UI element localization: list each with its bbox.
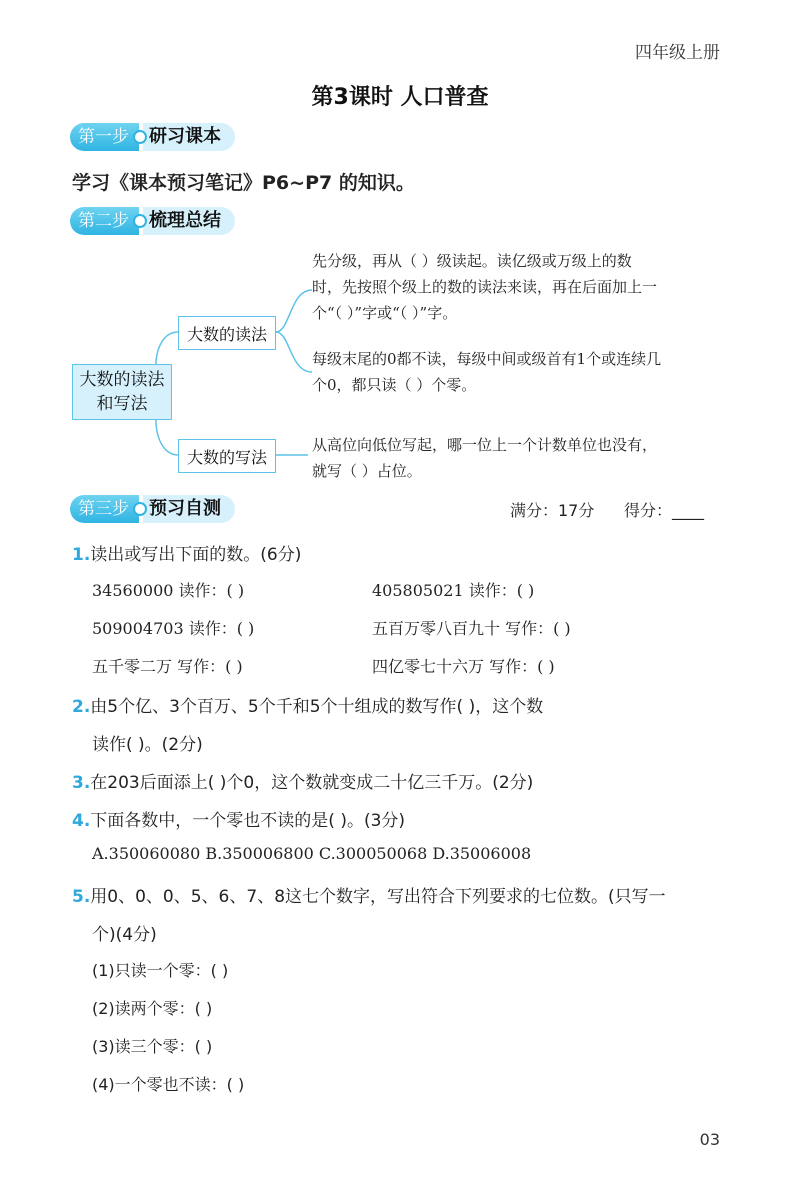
q4-text: 下面各数中，一个零也不读的是( )。(3分) (90, 811, 406, 831)
q1-title (72, 540, 301, 565)
step2-label: 第二步 (70, 207, 139, 235)
q5-number: 5. (72, 887, 91, 907)
step1-dot-icon (133, 130, 147, 144)
branch-write-node: 大数的写法 (178, 439, 276, 473)
connector-read-note1 (276, 290, 312, 332)
q5-sub4: (4)一个零也不读：( ) (92, 1075, 245, 1094)
read-note1-line1: 先分级，再从（ ）级读起。读亿级或万级上的数 (312, 252, 632, 270)
q1-item-c: 509004703 读作：( ) (92, 619, 255, 638)
step3-label: 第三步 (70, 495, 139, 523)
q5-line2: 个)(4分) (92, 925, 157, 945)
read-note2-line2: 个0，都只读（ ）个零。 (312, 376, 477, 394)
q3-text: 在203后面添上( )个0，这个数就变成二十亿三千万。(2分) (90, 773, 534, 793)
q2-line1 (72, 692, 543, 717)
step1-label: 第一步 (70, 123, 139, 151)
q1-number: 1. (72, 545, 91, 565)
step3-banner (70, 494, 235, 524)
read-note2-line1: 每级末尾的0都不读，每级中间或级首有1个或连续几 (312, 350, 662, 368)
q3-number: 3. (72, 773, 91, 793)
q5-sub2: (2)读两个零：( ) (92, 999, 213, 1018)
q1-item-d: 五百万零八百九十 写作：( ) (372, 619, 571, 638)
main-node-line1: 大数的读法 (79, 370, 165, 390)
q2-number: 2. (72, 697, 91, 717)
q5-sub3: (3)读三个零：( ) (92, 1037, 213, 1056)
write-note-line1: 从高位向低位写起，哪一位上一个计数单位也没有， (312, 436, 658, 454)
q2-text1: 由5个亿、3个百万、5个千和5个十组成的数写作( )，这个数 (90, 697, 544, 717)
mindmap-main-node (72, 364, 172, 420)
main-node-line2: 和写法 (96, 394, 148, 414)
q3-line (72, 768, 533, 793)
q5-line1 (72, 882, 666, 907)
step3-name: 预习自测 (143, 495, 235, 523)
q4-line (72, 806, 405, 831)
q4-options: A.350060080 B.350006800 C.300050068 D.35006008 (92, 844, 532, 863)
branch-read-node: 大数的读法 (178, 316, 276, 350)
step3-dot-icon (133, 502, 147, 516)
step2-dot-icon (133, 214, 147, 228)
q1-item-f: 四亿零七十六万 写作：( ) (372, 657, 555, 676)
read-note1-line3: 个“（ ）”字或“（ ）”字。 (312, 304, 458, 322)
score-got: 得分：____ (624, 501, 705, 520)
step1-name: 研习课本 (143, 123, 235, 151)
grade-label: 四年级上册 (635, 43, 720, 63)
full-score: 满分：17分 (510, 501, 595, 520)
write-note-line2: 就写（ ）占位。 (312, 462, 422, 480)
q2-line2: 读作( )。(2分) (92, 735, 203, 755)
connector-read-note2 (276, 332, 312, 372)
q4-number: 4. (72, 811, 91, 831)
read-note1-line2: 时，先按照个级上的数的读法来读，再在后面加上一 (312, 278, 658, 296)
q1-item-b: 405805021 读作：( ) (372, 581, 535, 600)
q5-text1: 用0、0、0、5、6、7、8这七个数字，写出符合下列要求的七位数。(只写一 (90, 887, 666, 907)
step2-name: 梳理总结 (143, 207, 235, 235)
q5-sub1: (1)只读一个零：( ) (92, 961, 229, 980)
q1-text: 读出或写出下面的数。(6分) (90, 545, 302, 565)
q1-item-e: 五千零二万 写作：( ) (92, 657, 243, 676)
q1-item-a: 34560000 读作：( ) (92, 581, 245, 600)
step1-text: 学习《课本预习笔记》P6~P7 的知识。 (72, 172, 415, 194)
page-number: 03 (699, 1130, 720, 1149)
page-title: 第3课时 人口普查 (311, 85, 489, 110)
